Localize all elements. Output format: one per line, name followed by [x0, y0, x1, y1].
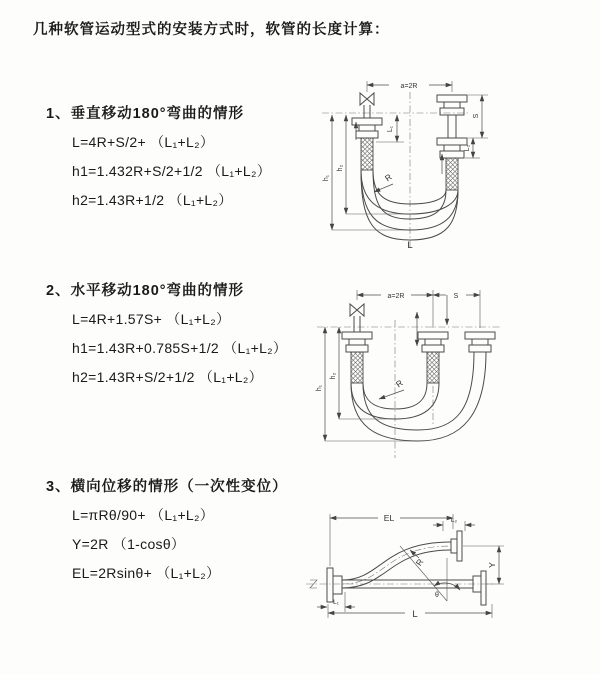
- middle-braided-hose: [427, 352, 439, 383]
- formula-l: L=4R+1.57S+ （L₁+L₂）: [72, 311, 231, 327]
- formula-y: Y=2R （1-cosθ）: [72, 536, 186, 552]
- left-flange: [327, 568, 342, 602]
- dim-label-l2: L₂: [450, 517, 458, 524]
- dim-label-l: L: [412, 609, 418, 620]
- section-1-heading: 1、垂直移动180°弯曲的情形: [46, 106, 245, 122]
- dim-label-l1: L₁: [387, 125, 394, 133]
- left-flange: [342, 332, 372, 352]
- section-vertical-movement: [46, 102, 271, 219]
- dim-label-l: L: [407, 240, 413, 251]
- diagram-lateral-displacement: [300, 500, 600, 660]
- dim-label-s: S: [473, 113, 480, 119]
- diagram-vertical-180-bend: [320, 68, 600, 263]
- formula-el: EL=2Rsinθ+ （L₁+L₂）: [72, 565, 221, 581]
- dim-label-l1: L₁: [333, 599, 339, 606]
- formula-l: L=πRθ/90+ （L₁+L₂）: [72, 507, 215, 523]
- dim-label-h2: h₂: [330, 372, 337, 380]
- page-title: 几种软管运动型式的安装方式时，软管的长度计算：: [33, 22, 390, 38]
- dim-label-r: R: [393, 377, 405, 390]
- valve-icon: [350, 304, 364, 332]
- hose-u-bend: [351, 352, 486, 441]
- formula-h2: h2=1.43R+1/2 （L₁+L₂）: [72, 192, 233, 208]
- right-braided-hose: [446, 158, 458, 190]
- section-3-heading: 3、横向位移的情形（一次性变位）: [46, 479, 288, 495]
- middle-flange: [418, 332, 448, 352]
- dim-label-s: S: [453, 292, 459, 300]
- right-flange-upper: [437, 95, 467, 115]
- right-flange: [473, 571, 486, 605]
- dim-label-h1: h₁: [323, 174, 330, 182]
- hose-u-bend: [361, 170, 458, 240]
- right-flange: [465, 332, 495, 352]
- formula-h1: h1=1.432R+S/2+1/2 （L₁+L₂）: [72, 163, 272, 179]
- right-flange-lower: [437, 138, 467, 158]
- dim-label-a2r: a=2R: [387, 292, 405, 300]
- dim-label-r: R: [382, 171, 394, 184]
- formula-h1: h1=1.43R+0.785S+1/2 （L₁+L₂）: [72, 340, 288, 356]
- section-horizontal-movement: [46, 279, 287, 396]
- valve-icon: [360, 93, 374, 118]
- section-lateral-displacement: [46, 475, 288, 592]
- diagram-horizontal-180-bend: [315, 268, 600, 468]
- left-braided-hose: [361, 138, 373, 170]
- dim-label-h2: h₂: [337, 164, 344, 172]
- left-braided-hose: [351, 352, 363, 383]
- formula-h2: h2=1.43R+S/2+1/2 （L₁+L₂）: [72, 369, 263, 385]
- right-pipe: [448, 115, 456, 138]
- dim-label-y: Y: [487, 562, 497, 568]
- dim-label-l2: L₂: [464, 144, 471, 152]
- top-flange: [451, 531, 462, 561]
- dim-label-el: EL: [383, 513, 395, 523]
- formula-l: L=4R+S/2+ （L₁+L₂）: [72, 134, 215, 150]
- dim-label-a2r: a=2R: [400, 82, 418, 90]
- hose-displaced-position: [342, 542, 451, 588]
- dim-label-h1: h₁: [316, 384, 323, 392]
- left-flange: [352, 118, 382, 138]
- dim-label-r: R: [413, 556, 426, 568]
- radius-line: [400, 546, 447, 601]
- dim-label-theta: θ: [435, 592, 439, 599]
- section-2-heading: 2、水平移动180°弯曲的情形: [46, 283, 245, 299]
